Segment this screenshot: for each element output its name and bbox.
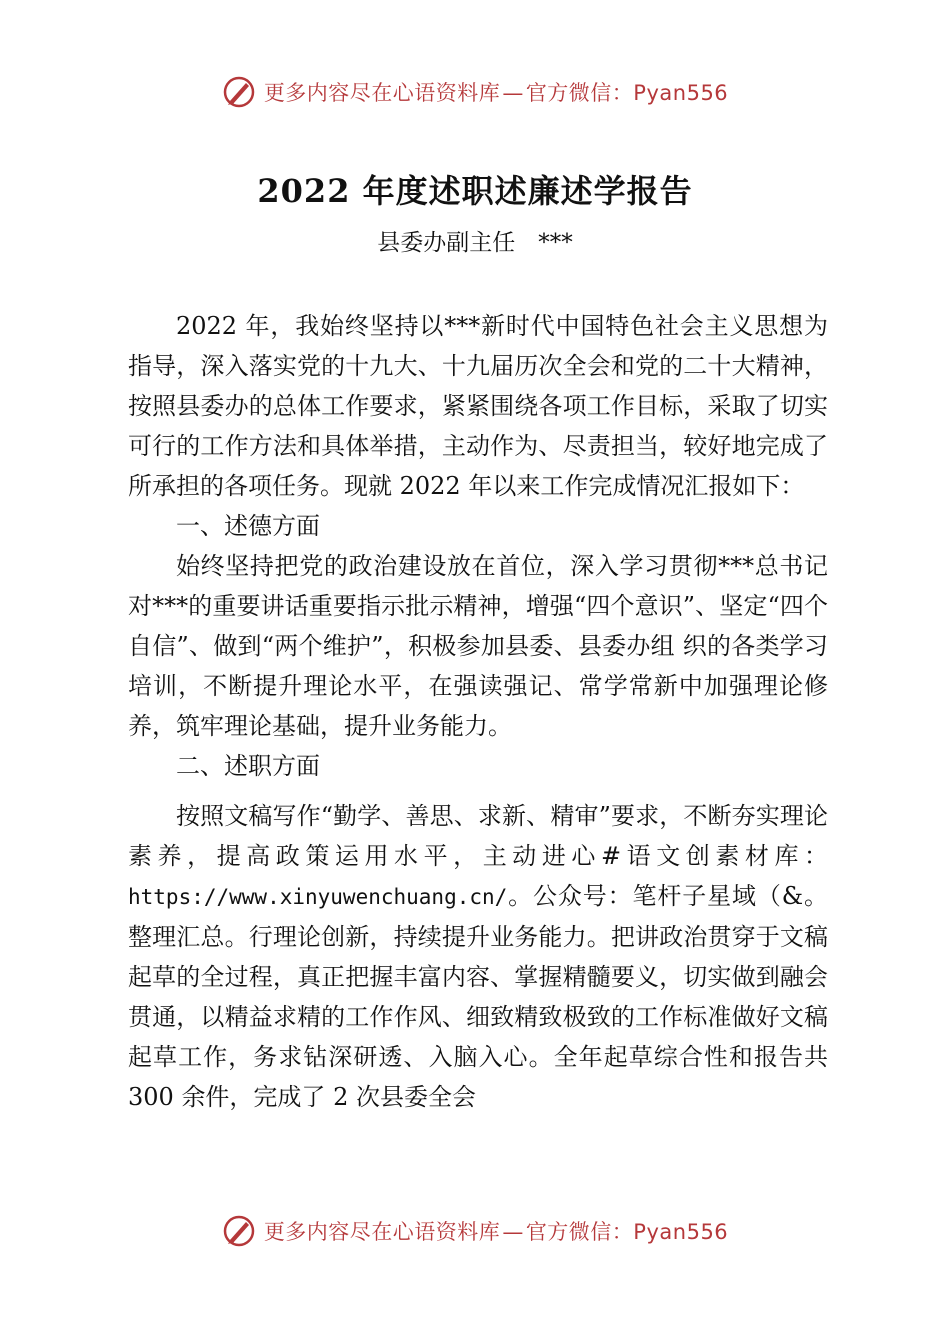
watermark-text: 更多内容尽在心语资料库—官方微信：Pyan556 xyxy=(263,1220,729,1244)
document-body xyxy=(128,306,828,1117)
document-title: 2022 年度述职述廉述学报告 xyxy=(257,172,693,210)
pen-logo-icon xyxy=(222,75,256,109)
duty-text-part2: 。公众号：笔杆子星域（&。整理汇总。行理论创新，持续提升业务能力。把讲政治贯穿于文稿起草的全过程，真正把握丰富内容、掌握精髓要义，切实做到融会贯通，以精益求精的工作作风、细致精致极致的工作标准做好文稿起草工作，务求钻深研透、入脑入心。全年起草综合性和报告共 300 余件，完成了 2 次县委全会 xyxy=(128,882,828,1111)
header-watermark xyxy=(0,72,950,112)
footer-watermark xyxy=(0,1211,950,1251)
section-heading-virtue: 一、述德方面 xyxy=(176,512,320,540)
section-virtue-paragraph: 始终坚持把党的政治建设放在首位，深入学习贯彻***总书记对***的重要讲话重要指示批示精神，增强“四个意识”、坚定“四个自信”、做到“两个维护”，积极参加县委、县委办组 织的各类学习培训，不断提升理论水平，在强读强记、常学常新中加强理论修养，筑牢理论基础，提升业务能力。 xyxy=(128,552,828,740)
duty-text-part1: 按照文稿写作“勤学、善思、求新、精审”要求，不断夯实理论素养，提高政策运用水平，主动进心#语文创素材库： xyxy=(128,802,828,870)
section-heading-duty: 二、述职方面 xyxy=(176,752,320,780)
watermark-text: 更多内容尽在心语资料库—官方微信：Pyan556 xyxy=(263,81,729,105)
pen-logo-icon xyxy=(222,1214,256,1248)
intro-paragraph: 2022 年，我始终坚持以***新时代中国特色社会主义思想为指导，深入落实党的十九大、十九届历次全会和党的二十大精神，按照县委办的总体工作要求，紧紧围绕各项工作目标，采取了切实可行的工作方法和具体举措，主动作为、尽责担当，较好地完成了所承担的各项任务。现就 2022 年以来工作完成情况汇报如下： xyxy=(128,312,828,500)
document-subtitle: 县委办副主任 *** xyxy=(377,230,573,256)
section-duty-paragraph xyxy=(128,796,828,1117)
source-url: https://www.xinyuwenchuang.cn/ xyxy=(128,885,508,909)
